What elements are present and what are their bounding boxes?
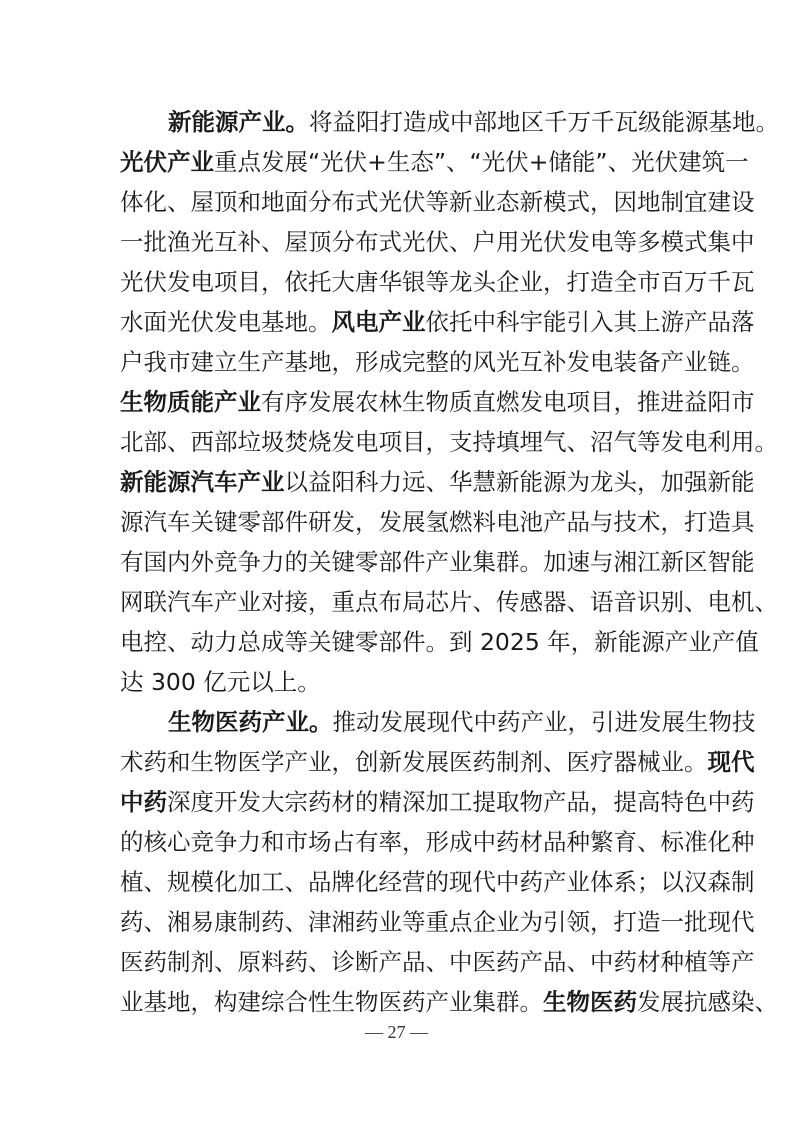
body-text: 一批渔光互补、屋顶分布式光伏、户用光伏发电等多模式集中 (120, 228, 755, 256)
body-text: 药、湘易康制药、津湘药业等重点企业为引领，打造一批现代 (120, 908, 755, 936)
body-text: 的核心竞争力和市场占有率，形成中药材品种繁育、标准化种 (120, 828, 755, 856)
text-line (120, 502, 755, 542)
bold-heading-text: 新能源产业。 (168, 108, 309, 136)
bold-heading-text: 生物医药 (543, 988, 637, 1016)
body-text: 以益阳科力远、华慧新能源为龙头，加强新能 (284, 468, 755, 496)
body-text: 电控、动力总成等关键零部件。到 2025 年，新能源产业产值 (120, 628, 759, 656)
page-number: — 27 — (365, 1022, 428, 1042)
text-line (120, 262, 755, 302)
bold-heading-text: 生物医药产业。 (168, 708, 333, 736)
text-line (120, 982, 778, 1022)
text-line (120, 182, 755, 222)
body-text: 水面光伏发电基地。 (120, 308, 332, 336)
text-line (120, 542, 755, 582)
text-line (120, 222, 755, 262)
body-text: 推动发展现代中药产业，引进发展生物技 (332, 708, 756, 736)
bold-heading-text: 生物质能产业 (120, 388, 261, 416)
text-line (120, 302, 755, 342)
text-line (120, 382, 755, 422)
body-text: 重点发展“光伏+生态”、“光伏+储能”、光伏建筑一 (214, 148, 749, 176)
text-line (120, 942, 755, 982)
text-line (120, 622, 759, 662)
body-text: 达 300 亿元以上。 (120, 668, 321, 696)
text-line (120, 782, 755, 822)
body-text: 有序发展农林生物质直燃发电项目，推进益阳市 (261, 388, 755, 416)
bold-heading-text: 新能源汽车产业 (120, 468, 285, 496)
body-text: 医药制剂、原料药、诊断产品、中医药产品、中药材种植等产 (120, 948, 755, 976)
body-text: 植、规模化加工、品牌化经营的现代中药产业体系；以汉森制 (120, 868, 755, 896)
text-line (120, 342, 755, 382)
document-body (120, 102, 779, 1022)
body-text: 体化、屋顶和地面分布式光伏等新业态新模式，因地制宜建设 (120, 188, 755, 216)
body-text: 源汽车关键零部件研发，发展氢燃料电池产品与技术，打造具 (120, 508, 755, 536)
body-text: 有国内外竞争力的关键零部件产业集群。加速与湘江新区智能 (120, 548, 755, 576)
bold-heading-text: 现代 (707, 748, 755, 776)
body-text: 网联汽车产业对接，重点布局芯片、传感器、语音识别、电机、 (120, 588, 778, 616)
body-text: 北部、西部垃圾焚烧发电项目，支持填埋气、沼气等发电利用。 (120, 428, 778, 456)
body-text: 光伏发电项目，依托大唐华银等龙头企业，打造全市百万千瓦 (120, 268, 755, 296)
text-line (120, 742, 755, 782)
text-line (120, 702, 756, 742)
body-text: 户我市建立生产基地，形成完整的风光互补发电装备产业链。 (120, 348, 755, 376)
body-text: 发展抗感染、 (637, 988, 778, 1016)
text-line (120, 102, 779, 142)
body-text: 术药和生物医学产业，创新发展医药制剂、医疗器械业。 (120, 748, 708, 776)
paragraph (120, 102, 779, 702)
body-text: 依托中科宇能引入其上游产品落 (425, 308, 755, 336)
text-line (120, 582, 778, 622)
body-text: 深度开发大宗药材的精深加工提取物产品，提高特色中药 (167, 788, 755, 816)
text-line (120, 662, 697, 702)
bold-heading-text: 光伏产业 (120, 148, 214, 176)
text-line (120, 862, 755, 902)
text-line (120, 462, 755, 502)
text-line (120, 142, 749, 182)
body-text: 业基地，构建综合性生物医药产业集群。 (120, 988, 543, 1016)
text-line (120, 422, 778, 462)
body-text: 将益阳打造成中部地区千万千瓦级能源基地。 (309, 108, 779, 136)
bold-heading-text: 风电产业 (331, 308, 426, 336)
text-line (120, 822, 755, 862)
bold-heading-text: 中药 (120, 788, 167, 816)
text-line (120, 902, 755, 942)
paragraph (120, 702, 778, 1022)
